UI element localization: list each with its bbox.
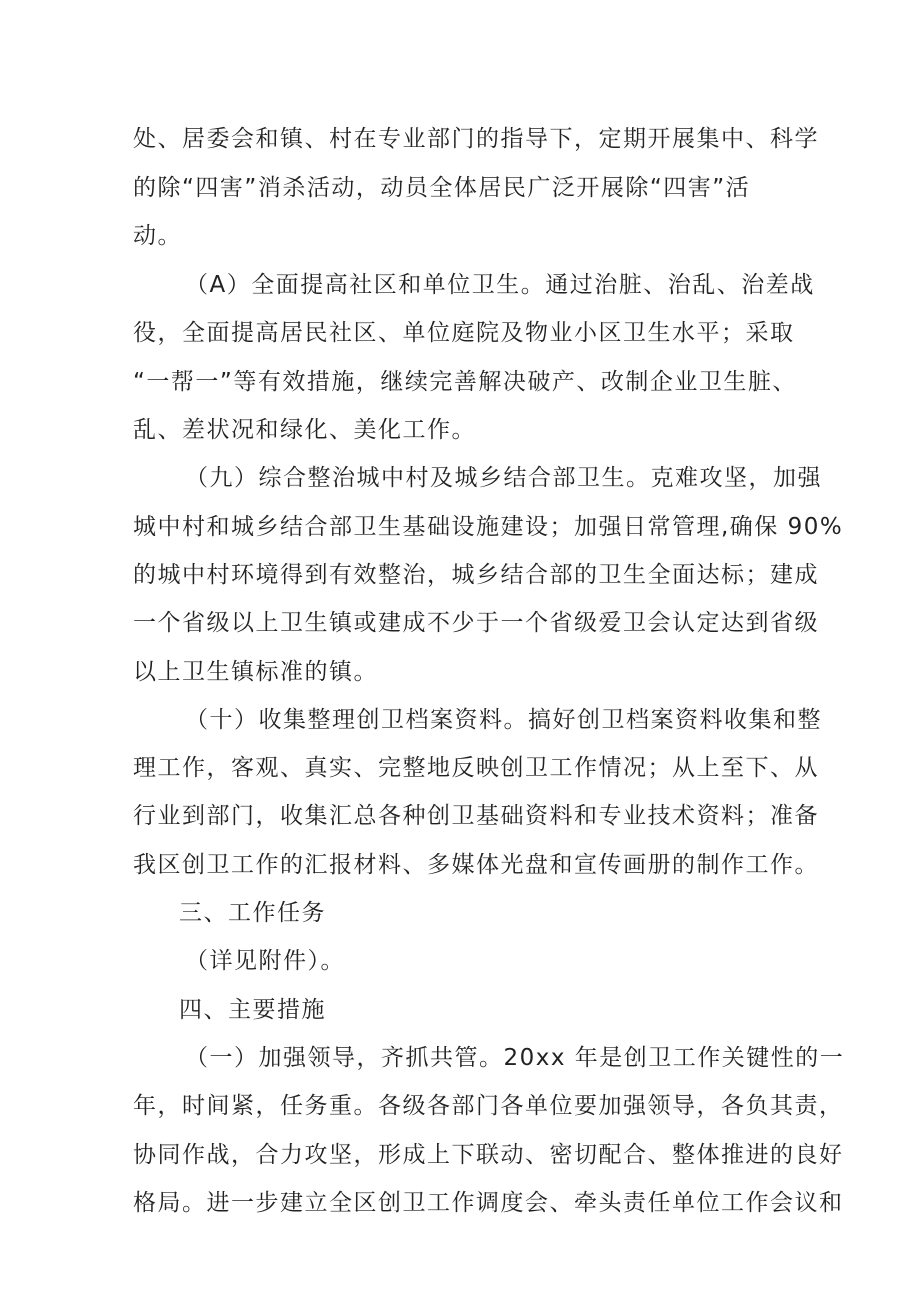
text-line: 格局。进一步建立全区创卫工作调度会、牵头责任单位工作会议和 (133, 1190, 844, 1216)
text-line: 的城中村环境得到有效整治，城乡结合部的卫生全面达标；建成 (133, 562, 819, 588)
text-line: 年，时间紧，任务重。各级各部门各单位要加强领导，各负其责， (133, 1093, 844, 1119)
text-line: 理工作，客观、真实、完整地反映创卫工作情况；从上至下、从 (133, 755, 819, 781)
text-line: 城中村和城乡结合部卫生基础设施建设；加强日常管理,确保 90% (133, 514, 844, 540)
text-line: （九）综合整治城中村及城乡结合部卫生。克难攻坚，加强 (185, 465, 822, 491)
text-line: 役，全面提高居民社区、单位庭院及物业小区卫生水平；采取 (133, 320, 795, 346)
text-line: “一帮一”等有效措施，继续完善解决破产、改制企业卫生脏、 (133, 369, 797, 395)
text-line: 一个省级以上卫生镇或建成不少于一个省级爱卫会认定达到省级 (133, 610, 819, 636)
text-line: （详见附件）。 (185, 948, 345, 974)
text-line: 乱、差状况和绿化、美化工作。 (133, 417, 476, 443)
text-line: （A）全面提高社区和单位卫生。通过治脏、治乱、治差战 (185, 272, 815, 298)
text-line: 协同作战，合力攻坚，形成上下联动、密切配合、整体推进的良好 (133, 1142, 844, 1168)
text-line: 我区创卫工作的汇报材料、多媒体光盘和宣传画册的制作工作。 (133, 852, 819, 878)
text-line: （十）收集整理创卫档案资料。搞好创卫档案资料收集和整 (185, 707, 822, 733)
section-heading: 四、主要措施 (179, 997, 326, 1023)
text-line: 处、居委会和镇、村在专业部门的指导下，定期开展集中、科学 (133, 126, 819, 152)
text-line: 的除“四害”消杀活动，动员全体居民广泛开展除“四害”活 (133, 175, 751, 201)
text-line: 动。 (133, 223, 182, 249)
text-line: （一）加强领导，齐抓共管。20xx 年是创卫工作关键性的一 (185, 1045, 845, 1071)
text-line: 以上卫生镇标准的镇。 (133, 659, 378, 685)
section-heading: 三、工作任务 (179, 900, 326, 926)
text-line: 行业到部门，收集汇总各种创卫基础资料和专业技术资料；准备 (133, 803, 819, 829)
